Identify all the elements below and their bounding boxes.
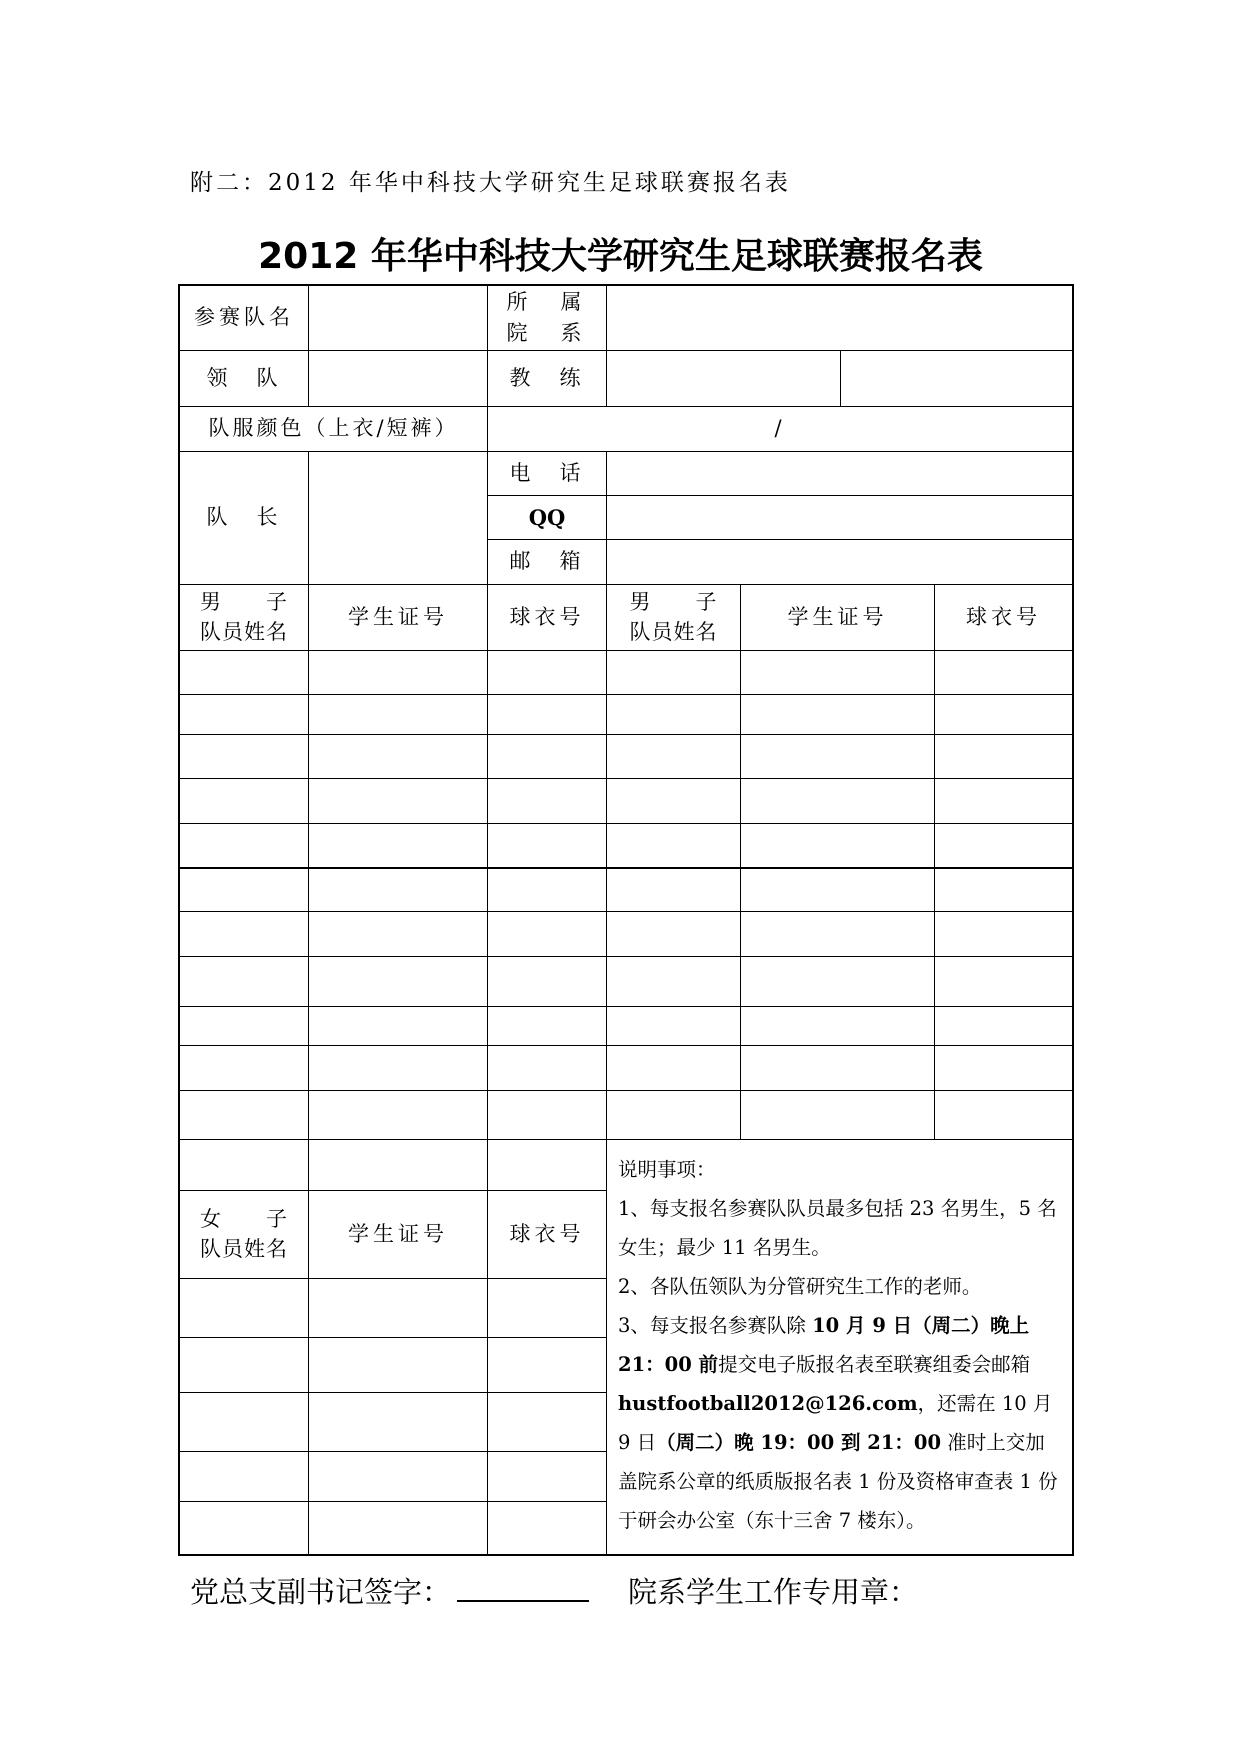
notes-heading: 说明事项： — [618, 1158, 716, 1181]
form-title: 2012 年华中科技大学研究生足球联赛报名表 — [258, 236, 983, 277]
department-label-line2: 院 系 — [506, 321, 588, 345]
notes-item-3-time: （周二）晚 19：00 到 21：00 — [656, 1431, 942, 1454]
leader-field[interactable] — [309, 351, 487, 406]
notes-item-3-part-g: 准时上交加盖院系公章的纸质版报名表 1 份及资格审查表 1 份于研会办公室（东十三舍 7 楼东）。 — [618, 1431, 1058, 1532]
department-field[interactable] — [607, 286, 1072, 350]
department-label — [488, 286, 606, 350]
coach-field-1[interactable] — [607, 351, 840, 406]
team-name-field[interactable] — [309, 286, 487, 350]
department-stamp-label: 院系学生工作专用章： — [628, 1575, 919, 1609]
phone-field[interactable] — [607, 452, 1072, 495]
notes-item-1: 1、每支报名参赛队队员最多包括 23 名男生，5 名女生；最少 11 名男生。 — [618, 1197, 1057, 1259]
department-label-line1: 所 属 — [506, 289, 588, 314]
notes-item-3-part-c: 提交电子版报名表至联赛组委会邮箱 — [718, 1353, 1031, 1376]
notes-item-3-part-e: ，还需在 10 月 9 日 — [618, 1392, 1053, 1454]
notes-item-3-part-a: 3、每支报名参赛队除 — [618, 1314, 813, 1337]
notes-email: hustfootball2012@126.com — [618, 1392, 918, 1415]
notes-item-2: 2、各队伍领队为分管研究生工作的老师。 — [618, 1275, 982, 1298]
uniform-color-label: 队服颜色（上衣/短裤） — [208, 416, 459, 441]
female-name-header-line2: 队员姓名 — [200, 1236, 288, 1261]
secretary-signature — [190, 1570, 589, 1611]
uniform-separator: / — [774, 416, 786, 441]
secretary-signature-label: 党总支副书记签字： — [190, 1575, 452, 1609]
female-jersey-header: 球衣号 — [509, 1221, 585, 1246]
female-id-header: 学生证号 — [348, 1221, 448, 1246]
uniform-color-field[interactable] — [488, 407, 1072, 451]
male-name-header-right — [607, 585, 740, 650]
secretary-signature-blank[interactable] — [457, 1574, 589, 1602]
email-label: 邮 箱 — [509, 549, 585, 574]
notes-block — [618, 1150, 1063, 1540]
captain-label: 队 长 — [206, 505, 282, 530]
coach-field-2[interactable] — [841, 351, 1072, 406]
notes-item-3-deadline: 10 月 9 日（周二）晚上 21：00 前 — [618, 1314, 1030, 1376]
qq-label: QQ — [528, 504, 566, 530]
qq-field[interactable] — [607, 496, 1072, 539]
notes-item-3 — [618, 1306, 1063, 1540]
male-name-header-line1: 男 子 — [200, 590, 288, 615]
coach-label: 教 练 — [509, 365, 585, 390]
team-name-label: 参赛队名 — [194, 305, 294, 330]
male-name-header-line2: 队员姓名 — [629, 619, 718, 644]
male-id-header-right: 学生证号 — [787, 604, 888, 629]
male-jersey-header-left: 球衣号 — [509, 604, 585, 629]
captain-name-field[interactable] — [309, 452, 487, 584]
female-name-header — [180, 1191, 308, 1278]
male-id-header-left: 学生证号 — [348, 604, 448, 629]
leader-label: 领 队 — [206, 365, 282, 390]
phone-label: 电 话 — [509, 460, 585, 485]
male-jersey-header-right: 球衣号 — [966, 604, 1041, 629]
female-name-header-line1: 女 子 — [200, 1207, 288, 1232]
email-field[interactable] — [607, 540, 1072, 584]
male-name-header-line2: 队员姓名 — [200, 619, 288, 644]
appendix-label: 附二：2012 年华中科技大学研究生足球联赛报名表 — [190, 170, 791, 196]
male-name-header-left — [180, 585, 308, 650]
male-name-header-line1: 男 子 — [629, 590, 718, 615]
